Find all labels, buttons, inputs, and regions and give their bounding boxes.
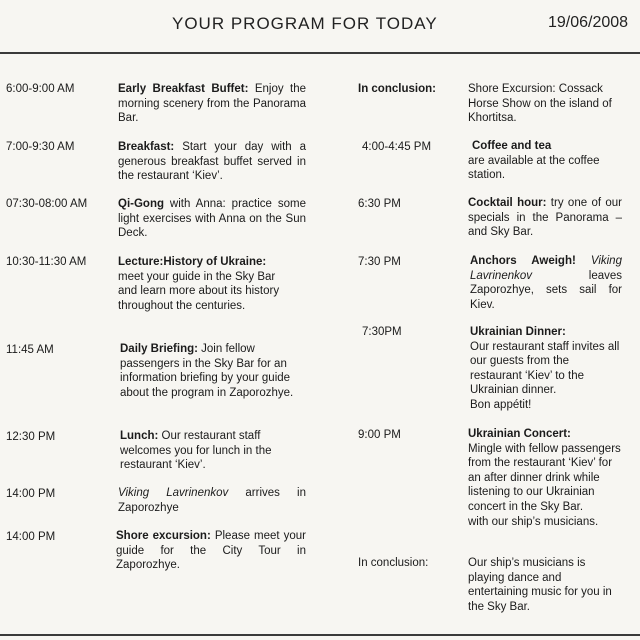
event-description (468, 139, 618, 183)
event-time: 7:30PM (362, 326, 402, 338)
event-text: with Anna: practice some light exercises with Anna on the Sun Deck. (118, 198, 306, 240)
event-time: 07:30-08:00 AM (6, 198, 88, 210)
event-time: 4:00-4:45 PM (362, 141, 432, 153)
event-heading: Daily Briefing: (120, 343, 198, 355)
page-title: YOUR PROGRAM FOR TODAY (172, 14, 438, 33)
event-time: 14:00 PM (6, 531, 56, 543)
event-heading: Coffee and tea (472, 140, 552, 152)
event-heading: Qi-Gong (118, 198, 164, 210)
ship-name: Viking Lavrinenkov (118, 487, 229, 499)
event-heading: Lecture:History of Ukraine: (118, 256, 267, 268)
event-description (116, 529, 306, 573)
event-text: arrives in Zaporozhye (118, 487, 306, 514)
event-text: Our restaurant staff invites all our guests from the restaurant ‘Kiev’ to the Ukrainian dinner. (470, 340, 620, 397)
event-closing: with our ship’s musicians. (468, 515, 599, 528)
event-heading: Ukrainian Dinner: (470, 326, 566, 338)
event-text: meet your guide in the Sky Bar and learn more about its history throughout the centuries. (118, 270, 280, 312)
event-description (468, 196, 622, 240)
event-heading: Early Breakfast Buffet: (118, 83, 249, 95)
event-text: Enjoy the morning scenery from the Panorama Bar. (118, 83, 306, 125)
event-heading: Anchors Aweigh! (470, 255, 576, 267)
event-time: 7:30 PM (358, 256, 401, 268)
event-time: In conclusion: (358, 557, 429, 569)
event-description (470, 325, 620, 413)
event-time: 9:00 PM (358, 429, 401, 441)
event-description (118, 82, 306, 126)
event-description (468, 82, 624, 126)
event-heading: Breakfast: (118, 141, 175, 153)
event-time: 12:30 PM (6, 431, 56, 443)
event-heading: Shore excursion: (116, 530, 211, 542)
event-time: 10:30-11:30 AM (6, 256, 87, 268)
event-description (470, 254, 622, 312)
event-text: Please meet your guide for the City Tour in Zaporozhye. (116, 530, 307, 572)
event-text: Join fellow passengers in the Sky Bar for an information briefing by your guide about the program in Zaporozhye. (120, 343, 294, 399)
event-text: Our ship’s musicians is playing dance and entertaining music for you in the Sky Bar. (468, 557, 612, 613)
ship-name: Viking Lavrinenkov (470, 255, 622, 282)
event-heading: Cocktail hour: (468, 197, 547, 209)
event-time: 6:00-9:00 AM (6, 83, 75, 95)
event-description (118, 486, 306, 515)
event-description (118, 255, 286, 313)
header-divider (0, 52, 640, 54)
event-closing: Bon appétit! (470, 398, 532, 411)
event-time: In conclusion: (358, 83, 436, 95)
event-description (468, 556, 618, 614)
event-text: Shore Excursion: Cossack Horse Show on the island of Khortitsa. (468, 83, 612, 125)
event-text: Our restaurant staff welcomes you for lunch in the restaurant ‘Kiev’. (120, 430, 272, 472)
event-heading: Ukrainian Concert: (468, 428, 571, 440)
event-time: 11:45 AM (6, 344, 54, 356)
event-description (468, 427, 622, 529)
event-text: Start your day with a generous breakfast buffet served in the restaurant ‘Kiev’. (118, 141, 306, 183)
event-description (120, 342, 300, 400)
event-description (120, 429, 306, 473)
event-text: are available at the coffee station. (468, 154, 600, 182)
event-text: try one of our specials in the Panorama – and Sky Bar. (468, 197, 622, 239)
event-text: leaves Zaporozhye, sets sail for Kiev. (470, 269, 622, 311)
event-time: 14:00 PM (6, 488, 56, 500)
event-heading: Lunch: (120, 430, 159, 442)
event-time: 7:00-9:30 AM (6, 141, 75, 153)
event-time: 6:30 PM (358, 198, 401, 210)
program-date: 19/06/2008 (548, 14, 629, 31)
event-description (118, 197, 306, 241)
event-text: Mingle with fellow passengers from the restaurant ‘Kiev’ for an after dinner drink while listening to our Ukrainian concert in the Sky Bar. (468, 442, 621, 513)
event-description (118, 140, 306, 184)
footer-divider (0, 634, 640, 636)
